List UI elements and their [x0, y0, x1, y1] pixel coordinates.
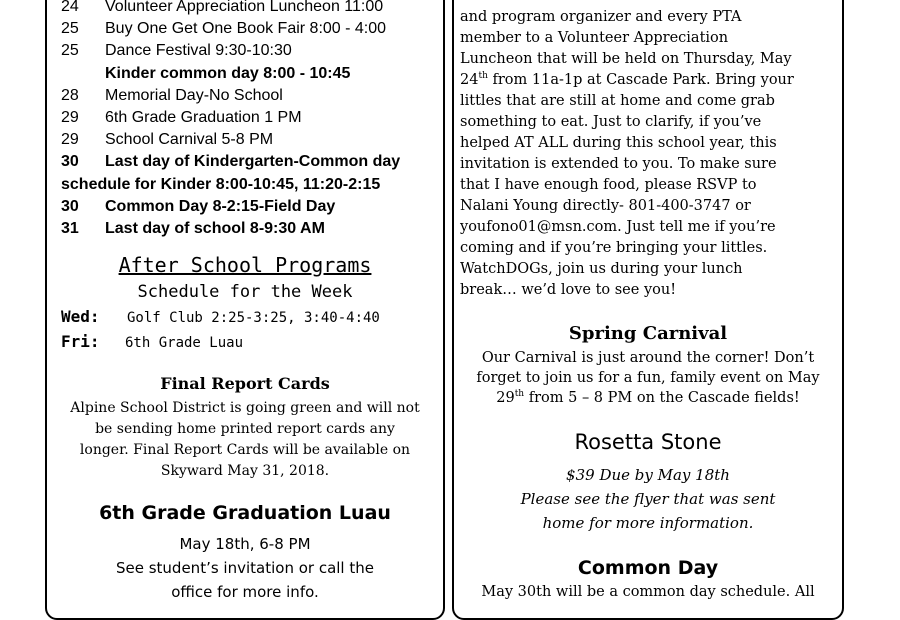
calendar-event	[61, 41, 292, 61]
program-text: Golf Club 2:25-3:25, 3:40-4:40	[127, 310, 380, 326]
day-label: Fri:	[61, 332, 100, 351]
report-cards-body	[47, 398, 443, 482]
volunteer-line: Nalani Young directly- 801-400-3747 or	[460, 198, 751, 214]
volunteer-line: helped AT ALL during this school year, this	[460, 135, 777, 151]
date-number: 29	[496, 390, 515, 406]
event-date: 28	[61, 86, 79, 104]
event-text: Memorial Day-No School	[105, 86, 283, 104]
volunteer-line: and program organizer and every PTA	[460, 9, 742, 25]
calendar-event	[61, 175, 380, 195]
calendar-event	[61, 0, 383, 17]
luau-line: office for more info.	[171, 583, 319, 601]
carnival-title: Spring Carnival	[568, 323, 728, 344]
left-column	[45, 0, 445, 620]
calendar-event	[61, 108, 302, 128]
rosetta-line: Please see the flyer that was sent	[520, 490, 776, 508]
event-text: Dance Festival 9:30-10:30	[105, 42, 292, 60]
event-date: 29	[61, 109, 79, 126]
volunteer-line: member to a Volunteer Appreciation	[460, 30, 729, 46]
event-text: Kinder common day 8:00 - 10:45	[105, 64, 351, 82]
event-date: 30	[61, 197, 79, 215]
ordinal-suffix: th	[514, 389, 525, 400]
event-text: Common Day 8-2:15-Field Day	[105, 197, 336, 215]
luau-line: See student’s invitation or call the	[115, 559, 374, 577]
common-day-text: May 30th will be a common day schedule. All	[481, 584, 815, 600]
rosetta-title: Rosetta Stone	[574, 430, 722, 454]
calendar-event	[61, 130, 273, 150]
carnival-body	[454, 348, 842, 408]
ordinal-suffix: th	[478, 71, 488, 82]
volunteer-line: Luncheon that will be held on Thursday, May	[460, 51, 792, 67]
calendar-event	[61, 219, 325, 239]
report-cards-line: Skyward May 31, 2018.	[160, 463, 330, 479]
event-date: 31	[61, 220, 79, 237]
luau-title: 6th Grade Graduation Luau	[99, 502, 391, 524]
rosetta-line: home for more information.	[542, 514, 754, 532]
report-cards-line: longer. Final Report Cards will be available on	[79, 442, 411, 458]
calendar-event	[61, 86, 283, 106]
event-text: schedule for Kinder 8:00-10:45, 11:20-2:15	[61, 175, 381, 193]
rosetta-line: $39 Due by May 18th	[566, 466, 730, 484]
event-date: 30	[61, 153, 79, 171]
report-cards-title: Final Report Cards	[160, 374, 330, 393]
report-cards-line: Alpine School District is going green and will not	[70, 400, 420, 416]
after-school-row-fri	[61, 332, 243, 351]
event-text: Volunteer Appreciation Luncheon 11:00	[105, 0, 384, 15]
report-cards-line: be sending home printed report cards any	[95, 421, 395, 437]
line-text: from 11a-1p at Cascade Park. Bring your	[487, 72, 794, 88]
volunteer-line: coming and if you’re bringing your littles.	[460, 240, 768, 256]
after-school-title: After School Programs	[118, 253, 372, 277]
calendar-event	[61, 197, 335, 217]
event-text: School Carnival 5-8 PM	[105, 131, 274, 149]
volunteer-line: littles that are still at home and come grab	[460, 93, 775, 109]
calendar-event	[61, 152, 400, 172]
volunteer-line: that I have enough food, please RSVP to	[460, 177, 757, 193]
event-text: Last day of school 8-9:30 AM	[105, 220, 325, 237]
common-day-title: Common Day	[577, 557, 719, 579]
volunteer-line: WatchDOGs, join us during your lunch	[460, 261, 743, 277]
event-text: 6th Grade Graduation 1 PM	[105, 109, 302, 126]
event-text: Buy One Get One Book Fair 8:00 - 4:00	[105, 20, 387, 38]
volunteer-line: youfono01@msn.com. Just tell me if you’re	[460, 219, 776, 235]
volunteer-line: invitation is extended to you. To make sure	[460, 156, 777, 172]
line-text: from 5 – 8 PM on the Cascade fields!	[524, 390, 800, 406]
luau-body	[47, 532, 443, 604]
event-date: 25	[61, 42, 79, 60]
event-date: 29	[61, 131, 79, 149]
date-number: 24	[460, 72, 479, 88]
after-school-subtitle: Schedule for the Week	[137, 282, 353, 302]
right-column	[452, 0, 844, 620]
carnival-line: forget to join us for a fun, family event on May	[476, 370, 820, 386]
program-text: 6th Grade Luau	[125, 335, 244, 351]
day-label: Wed:	[61, 307, 100, 326]
carnival-line	[454, 388, 842, 408]
event-date: 25	[61, 20, 79, 38]
volunteer-line: something to eat. Just to clarify, if you’ve	[460, 114, 762, 130]
luau-line: May 18th, 6-8 PM	[179, 535, 311, 553]
event-date: 24	[61, 0, 79, 15]
volunteer-line	[460, 70, 794, 91]
volunteer-line: break… we’d love to see you!	[460, 282, 677, 298]
calendar-event	[61, 19, 386, 39]
rosetta-body	[454, 463, 842, 535]
calendar-event	[61, 64, 350, 84]
after-school-row-wed	[61, 307, 380, 326]
event-text: Last day of Kindergarten-Common day	[105, 153, 401, 171]
carnival-line: Our Carnival is just around the corner! Don’t	[481, 350, 815, 366]
